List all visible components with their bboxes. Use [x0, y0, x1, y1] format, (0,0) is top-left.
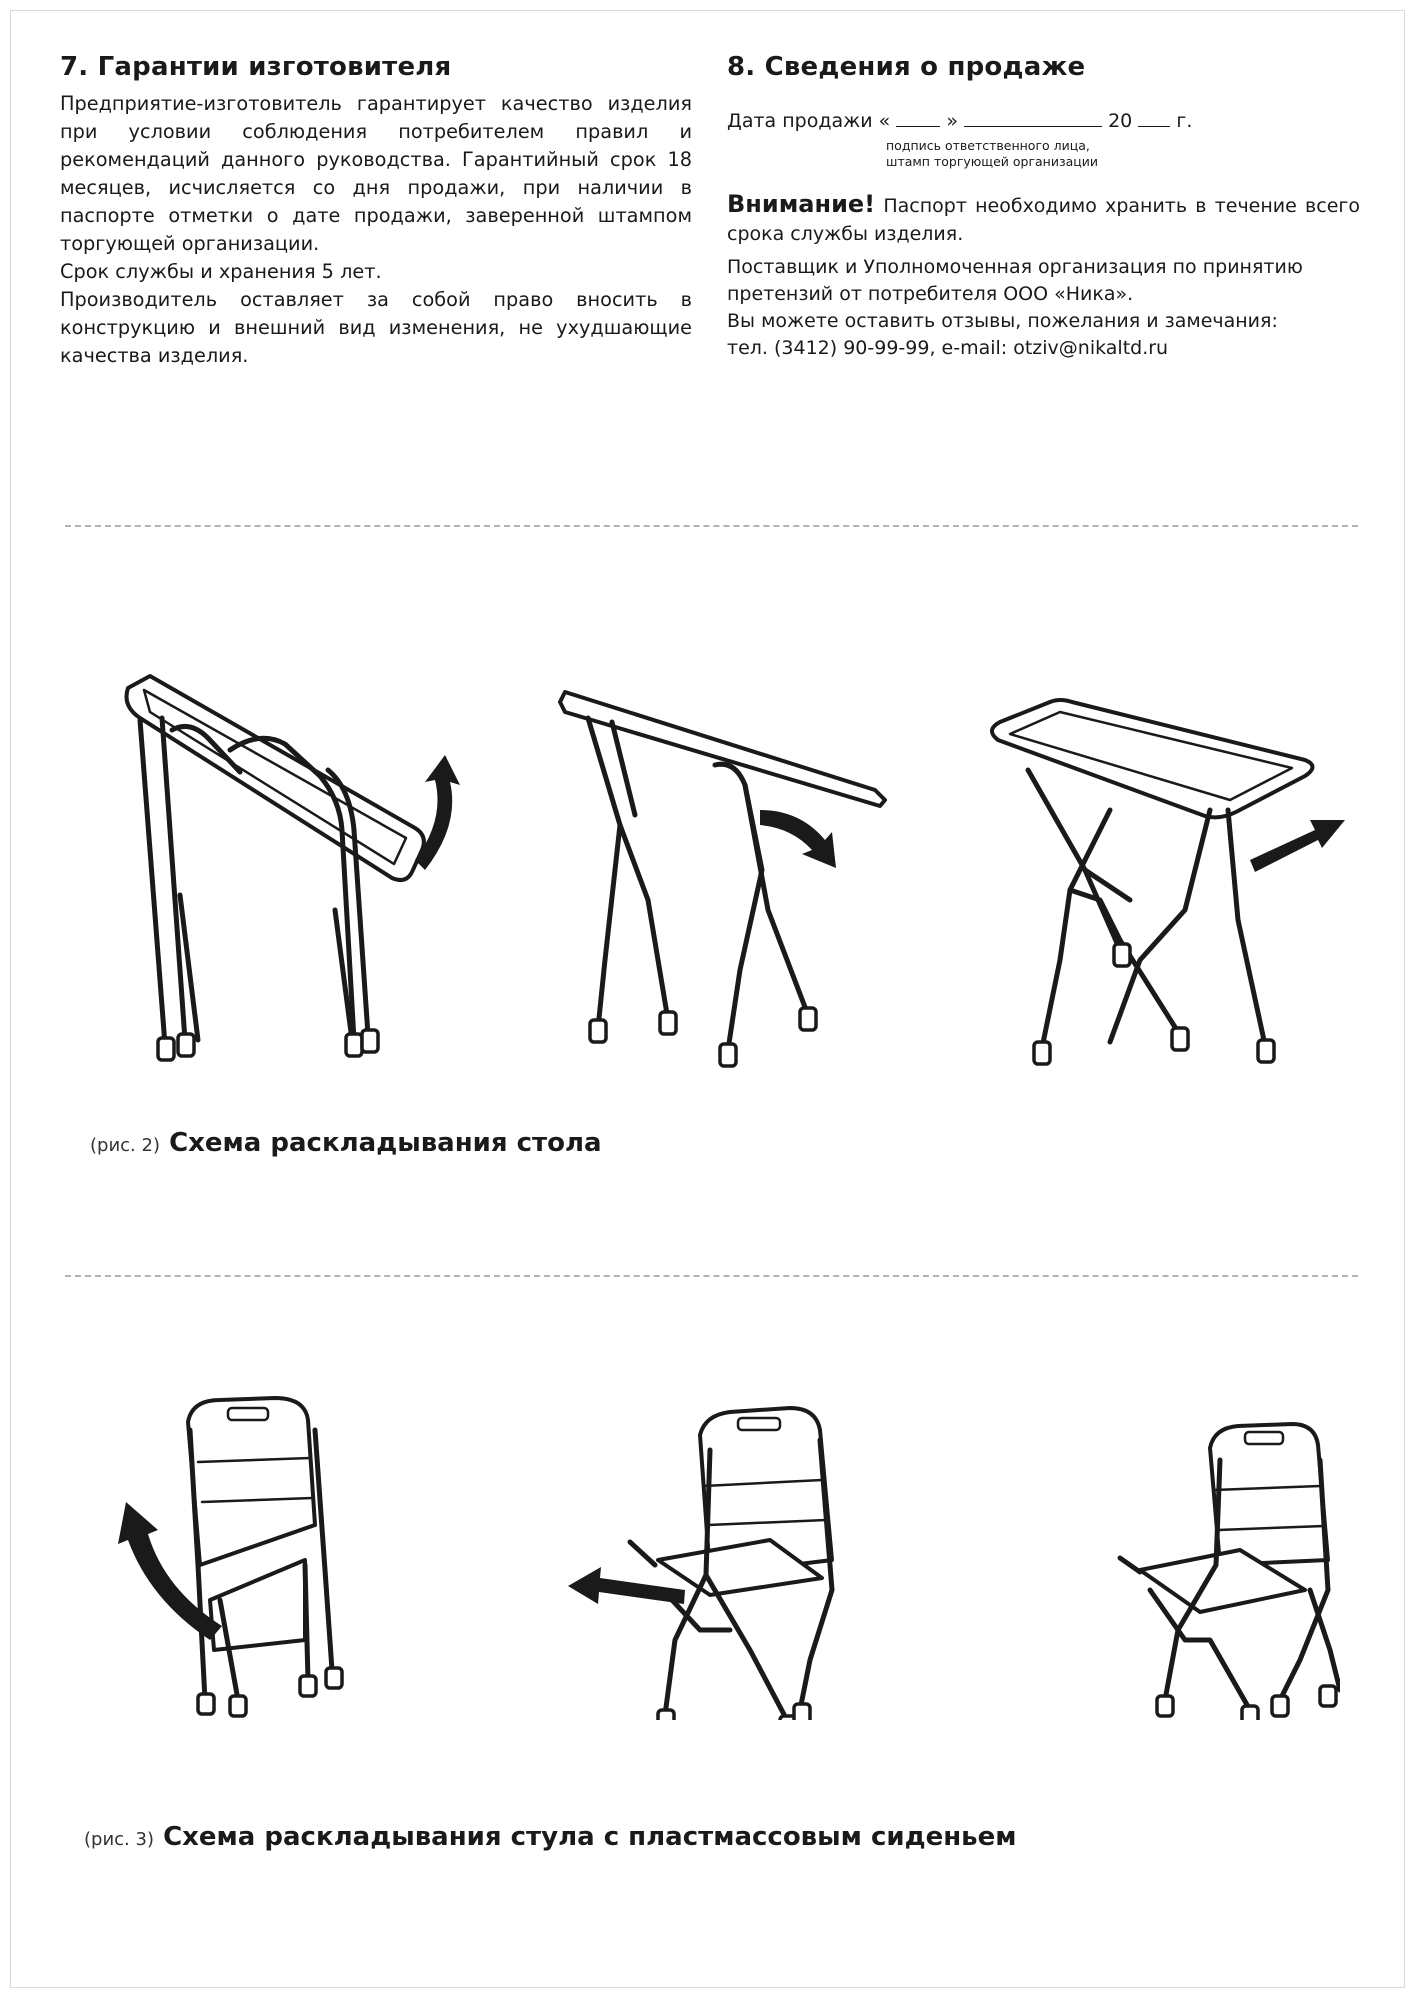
cut-line-bottom — [65, 1275, 1358, 1277]
month-blank — [964, 108, 1102, 127]
year-blank — [1138, 108, 1170, 127]
table-step-3 — [992, 700, 1345, 1064]
cut-line-top — [65, 525, 1358, 527]
chair-step-2 — [568, 1408, 832, 1720]
chair-step-3 — [1120, 1424, 1340, 1720]
feedback-line: Вы можете оставить отзывы, пожелания и замечания: — [727, 310, 1278, 332]
supplier-line: Поставщик и Уполномоченная организация по принятию претензий от потребителя ООО «Ника». — [727, 256, 1303, 305]
attention-text: Паспорт необходимо хранить в течение всего срока службы изделия. — [727, 195, 1360, 245]
table-figure-caption — [90, 1128, 602, 1158]
attention-label: Внимание! — [727, 190, 876, 218]
chair-unfolding-illustration — [110, 1390, 1340, 1720]
sale-section — [727, 52, 1360, 362]
table-figure-title: Схема раскладывания стола — [169, 1128, 602, 1158]
attention-block — [727, 190, 1360, 248]
chair-step-1 — [118, 1398, 342, 1716]
warranty-section — [60, 52, 692, 370]
table-step-2 — [560, 692, 885, 1066]
contact-line: тел. (3412) 90-99-99, e-mail: otziv@nikaltd.ru — [727, 337, 1169, 359]
manufacturer-rights-text: Производитель оставляет за собой право вносить в конструкцию и внешний вид изменения, не ухудшающие качества изделия. — [60, 288, 692, 367]
sale-date-line — [727, 108, 1360, 132]
chair-figure-title: Схема раскладывания стула с пластмассовым сиденьем — [163, 1822, 1017, 1852]
chair-figure-number: (рис. 3) — [84, 1829, 154, 1850]
sale-date-label: Дата продажи « — [727, 110, 891, 132]
warranty-heading: 7. Гарантии изготовителя — [60, 52, 452, 82]
warranty-paragraph: Предприятие-изготовитель гарантирует качество изделия при условии соблюдения потребителем правил и рекомендаций данного руководства. Гарантийный срок 18 месяцев, исчисляется со дня продажи, при наличии в паспорте отметки о дате продажи, заверенной штампом торгующей организации. — [60, 92, 692, 255]
chair-figure-caption — [84, 1822, 1017, 1852]
service-life-text: Срок службы и хранения 5 лет. — [60, 260, 382, 283]
sale-heading: 8. Сведения о продаже — [727, 52, 1086, 82]
stamp-note-line: штамп торгующей организации — [886, 154, 1099, 169]
supplier-info — [727, 254, 1360, 362]
year-suffix: г. — [1176, 110, 1193, 132]
quote-close: » — [946, 110, 958, 132]
table-unfolding-illustration — [110, 660, 1350, 1080]
signature-note-line: подпись ответственного лица, — [886, 138, 1090, 153]
day-blank — [896, 108, 940, 127]
table-figure-number: (рис. 2) — [90, 1135, 160, 1156]
signature-note — [886, 138, 1360, 170]
table-step-1 — [127, 676, 461, 1060]
year-prefix: 20 — [1108, 110, 1133, 132]
